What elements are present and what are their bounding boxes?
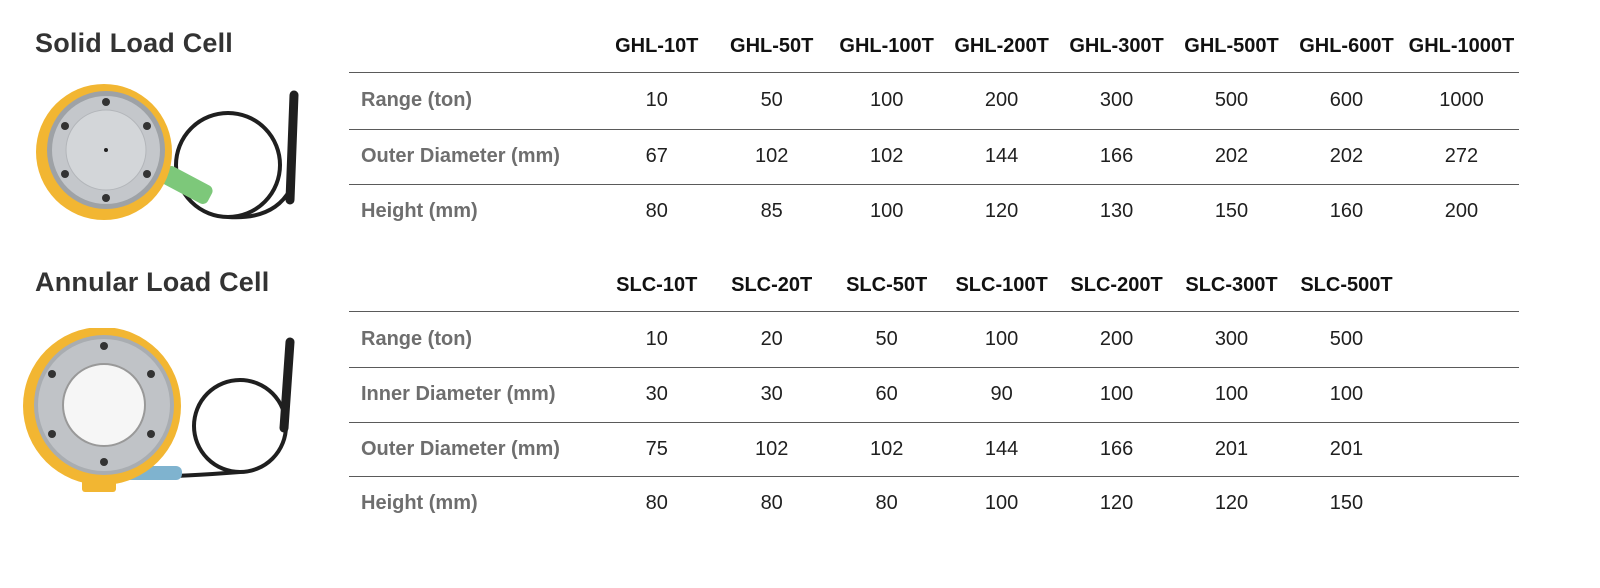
cell-value: 120: [944, 184, 1059, 239]
cell-value: 100: [829, 184, 944, 239]
cell-value: 50: [714, 72, 829, 129]
table-row: [349, 367, 1519, 422]
cell-value: 600: [1289, 72, 1404, 129]
cell-value: 30: [714, 367, 829, 422]
cell-value: 202: [1174, 129, 1289, 184]
model-header: GHL-100T: [839, 35, 934, 58]
cell-value: 100: [944, 476, 1059, 531]
cell-value: 500: [1289, 311, 1404, 367]
table-corner: [349, 260, 599, 311]
cell-value: 130: [1059, 184, 1174, 239]
table-row: [349, 311, 1519, 367]
cell-value: 166: [1059, 129, 1174, 184]
solid-spec-table: [349, 22, 1519, 239]
cell-value: [1404, 311, 1519, 367]
cell-value: [1404, 367, 1519, 422]
cell-value: 1000: [1404, 72, 1519, 129]
cell-value: 150: [1289, 476, 1404, 531]
cell-value: 60: [829, 367, 944, 422]
cell-value: 102: [714, 129, 829, 184]
cell-value: 30: [599, 367, 714, 422]
cell-value: 200: [1404, 184, 1519, 239]
solid-section-title: Solid Load Cell: [35, 28, 234, 58]
model-header: GHL-50T: [730, 35, 814, 58]
row-label: Outer Diameter (mm): [349, 129, 599, 184]
model-header: GHL-200T: [954, 35, 1049, 58]
cell-value: 67: [599, 129, 714, 184]
table-row: [349, 184, 1519, 239]
row-label: Range (ton): [349, 72, 599, 129]
cell-value: 144: [944, 422, 1059, 476]
cell-value: 100: [1174, 367, 1289, 422]
cell-value: 160: [1289, 184, 1404, 239]
table-row: [349, 422, 1519, 476]
cell-value: 102: [829, 129, 944, 184]
cell-value: [1404, 422, 1519, 476]
cell-value: 80: [714, 476, 829, 531]
cell-value: 50: [829, 311, 944, 367]
model-header: GHL-1000T: [1408, 35, 1515, 58]
model-header: GHL-10T: [615, 35, 699, 58]
model-header: SLC-20T: [731, 273, 813, 296]
model-header: [1404, 260, 1519, 311]
cell-value: 202: [1289, 129, 1404, 184]
table-row: [349, 476, 1519, 531]
cell-value: 20: [714, 311, 829, 367]
cell-value: 102: [829, 422, 944, 476]
cell-value: 201: [1174, 422, 1289, 476]
cell-value: 200: [944, 72, 1059, 129]
model-header: SLC-50T: [846, 273, 928, 296]
cell-value: 120: [1059, 476, 1174, 531]
cell-value: 201: [1289, 422, 1404, 476]
cell-value: 272: [1404, 129, 1519, 184]
model-header: GHL-600T: [1299, 35, 1394, 58]
cell-value: 500: [1174, 72, 1289, 129]
cell-value: 75: [599, 422, 714, 476]
solid-load-cell-icon: [28, 80, 318, 230]
cell-value: 10: [599, 72, 714, 129]
cell-value: 85: [714, 184, 829, 239]
annular-load-cell-icon: [22, 328, 312, 498]
cell-value: 100: [1059, 367, 1174, 422]
cell-value: 80: [829, 476, 944, 531]
row-label: Height (mm): [349, 476, 599, 531]
cell-value: 80: [599, 184, 714, 239]
cell-value: 120: [1174, 476, 1289, 531]
cell-value: 100: [944, 311, 1059, 367]
row-label: Outer Diameter (mm): [349, 422, 599, 476]
annular-spec-table: [349, 260, 1519, 531]
cell-value: 80: [599, 476, 714, 531]
cell-value: [1404, 476, 1519, 531]
model-header: SLC-100T: [955, 273, 1048, 296]
cell-value: 100: [829, 72, 944, 129]
model-header: SLC-300T: [1185, 273, 1278, 296]
cell-value: 166: [1059, 422, 1174, 476]
model-header: GHL-300T: [1069, 35, 1164, 58]
cell-value: 150: [1174, 184, 1289, 239]
cell-value: 300: [1174, 311, 1289, 367]
cell-value: 90: [944, 367, 1059, 422]
row-label: Inner Diameter (mm): [349, 367, 599, 422]
cell-value: 102: [714, 422, 829, 476]
cell-value: 300: [1059, 72, 1174, 129]
cell-value: 100: [1289, 367, 1404, 422]
table-row: [349, 129, 1519, 184]
cell-value: 200: [1059, 311, 1174, 367]
row-label: Height (mm): [349, 184, 599, 239]
model-header: GHL-500T: [1184, 35, 1279, 58]
table-corner: [349, 22, 599, 72]
table-row: [349, 72, 1519, 129]
cell-value: 10: [599, 311, 714, 367]
model-header: SLC-200T: [1070, 273, 1163, 296]
model-header: SLC-10T: [616, 273, 698, 296]
cell-value: 144: [944, 129, 1059, 184]
model-header: SLC-500T: [1300, 273, 1393, 296]
row-label: Range (ton): [349, 311, 599, 367]
annular-section-title: Annular Load Cell: [35, 267, 270, 297]
